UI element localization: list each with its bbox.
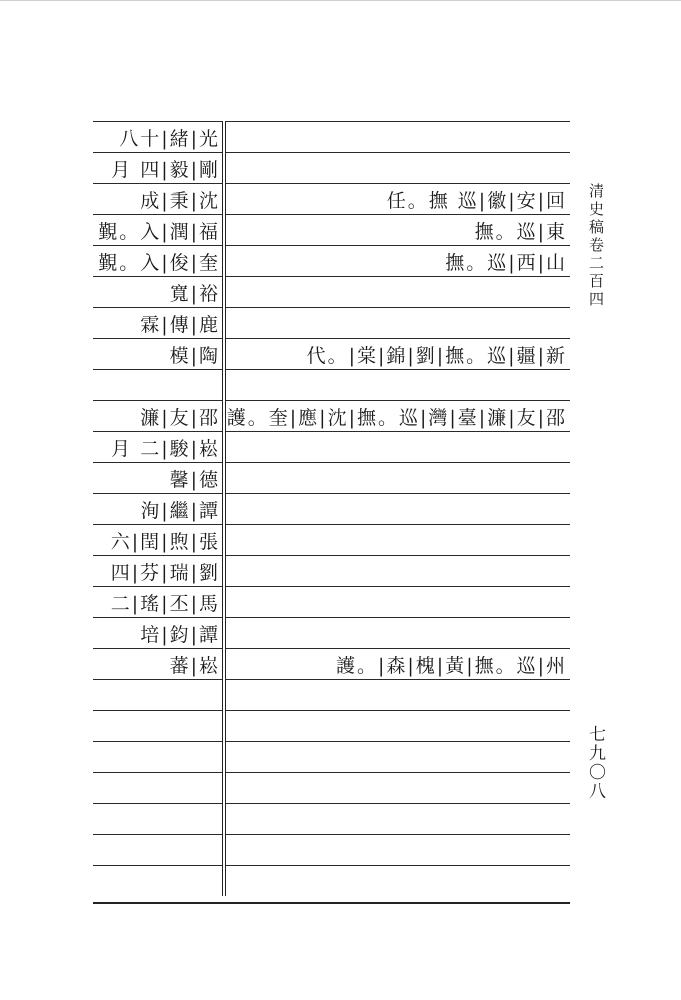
table-row (93, 184, 570, 214)
official-name-cell: 寬|裕 (169, 282, 220, 305)
table-row (93, 432, 570, 462)
official-name-cell: 六|閏|煦|張 (110, 530, 220, 553)
appointment-cell (227, 680, 567, 710)
appointment-cell (227, 525, 567, 555)
table-row (93, 680, 570, 710)
appointment-cell (227, 277, 567, 307)
official-name-cell: 四|芬|瑞|劉 (110, 561, 220, 584)
appointment-cell (227, 308, 567, 338)
table-row (93, 122, 570, 152)
appointment-cell (227, 370, 567, 400)
official-name-cell (93, 773, 220, 803)
official-name-cell (93, 680, 220, 710)
table-row (93, 370, 570, 400)
appointment-cell: 撫。巡|西|山 (445, 251, 567, 274)
table-row (93, 246, 570, 276)
appointment-cell (227, 742, 567, 772)
table-row (93, 835, 570, 865)
table-row (93, 587, 570, 617)
table-row (93, 463, 570, 493)
register-table (93, 121, 570, 906)
appointment-cell (227, 773, 567, 803)
official-name-cell (93, 370, 220, 400)
appointment-cell (227, 618, 567, 648)
appointment-cell: 撫。巡|東 (474, 220, 567, 243)
appointment-cell: 護。奎|應|沈|撫。巡|灣|臺|濂|友|邵 (226, 406, 567, 429)
appointment-cell (227, 587, 567, 617)
table-row (93, 401, 570, 431)
official-name-cell (93, 866, 220, 896)
table-row (93, 866, 570, 896)
official-name-cell: 成|秉|沈 (140, 189, 220, 212)
table-row (93, 494, 570, 524)
table-row (93, 556, 570, 586)
official-name-cell (93, 835, 220, 865)
official-name-cell: 月 二|駿|崧 (111, 437, 220, 460)
table-row (93, 711, 570, 741)
table-row (93, 153, 570, 183)
appointment-cell: 代。|棠|錦|劉|撫。巡|疆|新 (306, 344, 567, 367)
appointment-cell (227, 711, 567, 741)
running-title: 清史稿卷二百四 (587, 183, 605, 309)
appointment-cell (227, 153, 567, 183)
table-row (93, 277, 570, 307)
table-row (93, 804, 570, 834)
appointment-cell: 護。|森|槐|黃|撫。巡|州 (335, 654, 567, 677)
official-name-cell: 覲。入|俊|奎 (98, 251, 220, 274)
official-name-cell: 霖|傳|鹿 (140, 313, 220, 336)
table-row (93, 649, 570, 679)
appointment-cell (227, 804, 567, 834)
official-name-cell: 洵|繼|譚 (140, 499, 220, 522)
official-name-cell (93, 711, 220, 741)
table-row (93, 773, 570, 803)
appointment-cell (227, 432, 567, 462)
official-name-cell: 模|陶 (169, 344, 220, 367)
official-name-cell: 覲。入|潤|福 (98, 220, 220, 243)
official-name-cell: 月 四|毅|剛 (111, 158, 220, 181)
appointment-cell (227, 122, 567, 152)
official-name-cell: 濂|友|邵 (140, 406, 220, 429)
table-row (93, 742, 570, 772)
appointment-cell (227, 494, 567, 524)
table-row (93, 308, 570, 338)
appointment-cell (227, 866, 567, 896)
appointment-cell (227, 835, 567, 865)
table-bottom-rule (93, 902, 570, 904)
table-row (93, 215, 570, 245)
table-row (93, 525, 570, 555)
table-row (93, 339, 570, 369)
official-name-cell (93, 742, 220, 772)
top-border (0, 0, 681, 1)
official-name-cell: 八十|緒|光 (119, 127, 220, 150)
page-number: 七九〇八 (585, 725, 605, 801)
official-name-cell: 蕃|崧 (169, 654, 220, 677)
official-name-cell (93, 804, 220, 834)
official-name-cell: 二|瑤|丕|馬 (110, 592, 220, 615)
official-name-cell: 培|鈞|譚 (140, 623, 220, 646)
table-row (93, 618, 570, 648)
official-name-cell: 馨|德 (169, 468, 220, 491)
appointment-cell: 任。撫 巡|徽|安|回 (386, 189, 567, 212)
appointment-cell (227, 463, 567, 493)
appointment-cell (227, 556, 567, 586)
